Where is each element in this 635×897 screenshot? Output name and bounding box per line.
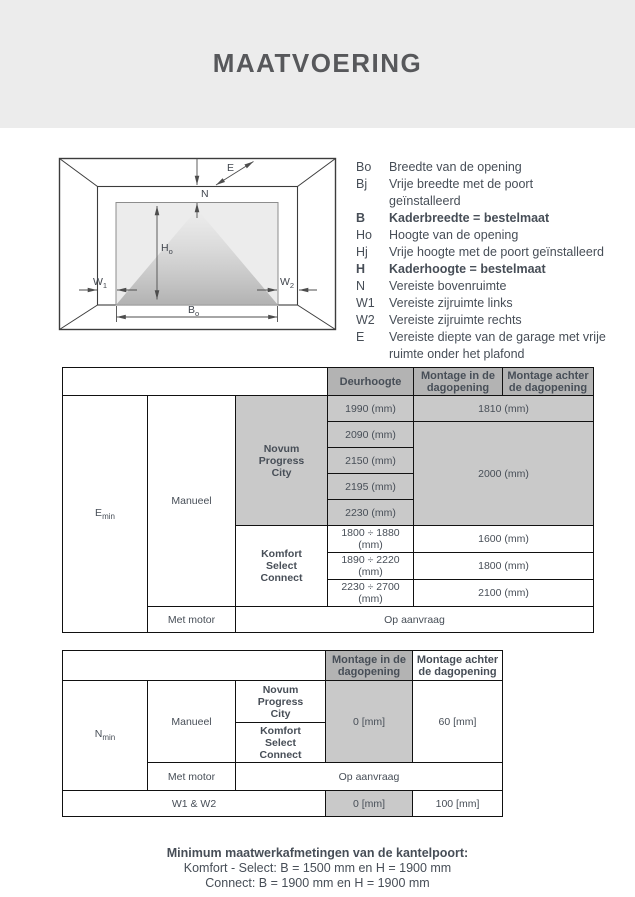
page-title: MAATVOERING — [212, 48, 423, 78]
legend-item-hj — [356, 244, 610, 261]
footer-title: Minimum maatwerkafmetingen van de kantelpoort: — [166, 846, 469, 860]
legend-item-w2 — [356, 312, 610, 329]
dim-label-b0: $B_o$ — [188, 304, 200, 318]
header-montage-in: Montage in de dagopening — [414, 368, 503, 396]
emin-table — [62, 367, 594, 633]
legend-key: E — [356, 330, 365, 344]
legend-item-b — [356, 210, 610, 227]
dim-label-w2: $W_2$ — [280, 276, 295, 290]
legend-desc: Vereiste zijruimte links — [389, 296, 513, 310]
page-header-band — [0, 0, 635, 128]
legend-desc: Hoogte van de opening — [389, 228, 519, 242]
dimension-b0 — [117, 304, 278, 322]
legend-key: N — [356, 279, 366, 293]
dim-label-w1: $W_1$ — [93, 276, 108, 290]
dim-label-h0: $H_o$ — [161, 242, 173, 256]
perspective-edge-tl — [60, 159, 98, 187]
legend-item-h — [356, 261, 610, 278]
header-montage-achter: Montage achter de dagopening — [413, 651, 503, 681]
legend-item-e — [356, 329, 610, 363]
legend — [356, 159, 610, 363]
legend-key: Bo — [356, 160, 372, 174]
table-cell: 100 [mm] — [413, 791, 503, 817]
dim-label-e: E — [227, 162, 235, 174]
perspective-edge-bl — [60, 305, 98, 330]
table-cell: 2230 (mm) — [328, 500, 414, 526]
cell-komfort-select-connect: Komfort Select Connect — [236, 723, 326, 763]
legend-desc: Vrije breedte met de poort geïnstalleerd — [389, 177, 534, 208]
header-spacer — [63, 651, 326, 681]
perspective-edge-br — [298, 305, 336, 330]
header-spacer — [63, 368, 328, 396]
table-cell: 60 [mm] — [413, 681, 503, 763]
legend-desc: Vereiste diepte van de garage met vrije ruimte onder het plafond — [389, 330, 606, 361]
table-cell: 1990 (mm) — [328, 396, 414, 422]
table-cell: 0 [mm] — [326, 791, 413, 817]
cell-novum-progress-city: Novum Progress City — [236, 681, 326, 723]
cell-komfort-select-connect: Komfort Select Connect — [236, 526, 328, 607]
legend-key: Hj — [356, 245, 368, 259]
legend-key: W1 — [356, 296, 375, 310]
table-cell: 2100 (mm) — [414, 580, 594, 607]
cell-op-aanvraag: Op aanvraag — [236, 607, 594, 633]
footer-line-komfort-select: Komfort - Select: B = 1500 mm en H = 1900 mm — [183, 861, 452, 875]
legend-key: Bj — [356, 177, 368, 191]
footer-line-connect: Connect: B = 1900 mm en H = 1900 mm — [205, 876, 430, 890]
legend-item-bj — [356, 176, 610, 210]
table-cell: 1800 ÷ 1880 (mm) — [328, 526, 414, 553]
cell-emin: $E_{min}$ — [63, 396, 148, 633]
header-montage-in: Montage in de dagopening — [326, 651, 413, 681]
table-cell: 0 [mm] — [326, 681, 413, 763]
legend-desc: Vrije hoogte met de poort geïnstalleerd — [389, 245, 604, 259]
header-montage-achter: Montage achter de dagopening — [503, 368, 594, 396]
dim-label-n: N — [201, 188, 209, 200]
legend-key: B — [356, 211, 366, 225]
legend-item-bo — [356, 159, 610, 176]
cell-op-aanvraag: Op aanvraag — [236, 763, 503, 791]
legend-desc: Breedte van de opening — [389, 160, 522, 174]
table-cell: 1600 (mm) — [414, 526, 594, 553]
cell-nmin: $N_{min}$ — [63, 681, 148, 791]
legend-key: W2 — [356, 313, 375, 327]
header-deurhoogte: Deurhoogte — [328, 368, 414, 396]
cell-manueel: Manueel — [148, 681, 236, 763]
legend-item-ho — [356, 227, 610, 244]
legend-desc: Kaderbreedte = bestelmaat — [389, 211, 550, 225]
garage-dimension-diagram — [55, 152, 345, 337]
table-cell: 1800 (mm) — [414, 553, 594, 580]
table-cell: 2000 (mm) — [414, 422, 594, 526]
cell-w1w2: W1 & W2 — [63, 791, 326, 817]
perspective-edge-tr — [298, 159, 336, 187]
table-cell: 1890 ÷ 2220 (mm) — [328, 553, 414, 580]
cell-met-motor: Met motor — [148, 607, 236, 633]
table-cell: 1810 (mm) — [414, 396, 594, 422]
table-cell: 2150 (mm) — [328, 448, 414, 474]
legend-desc: Vereiste bovenruimte — [389, 279, 507, 293]
legend-item-n — [356, 278, 610, 295]
legend-desc: Vereiste zijruimte rechts — [389, 313, 522, 327]
table-cell: 2230 ÷ 2700 (mm) — [328, 580, 414, 607]
footer-note — [0, 846, 635, 891]
cell-met-motor: Met motor — [148, 763, 236, 791]
dimension-e — [216, 162, 254, 186]
legend-key: H — [356, 262, 366, 276]
cell-manueel: Manueel — [148, 396, 236, 607]
cell-novum-progress-city: Novum Progress City — [236, 396, 328, 526]
nmin-table — [62, 650, 503, 817]
table-cell: 2090 (mm) — [328, 422, 414, 448]
legend-item-w1 — [356, 295, 610, 312]
legend-desc: Kaderhoogte = bestelmaat — [389, 262, 546, 276]
legend-key: Ho — [356, 228, 372, 242]
table-cell: 2195 (mm) — [328, 474, 414, 500]
